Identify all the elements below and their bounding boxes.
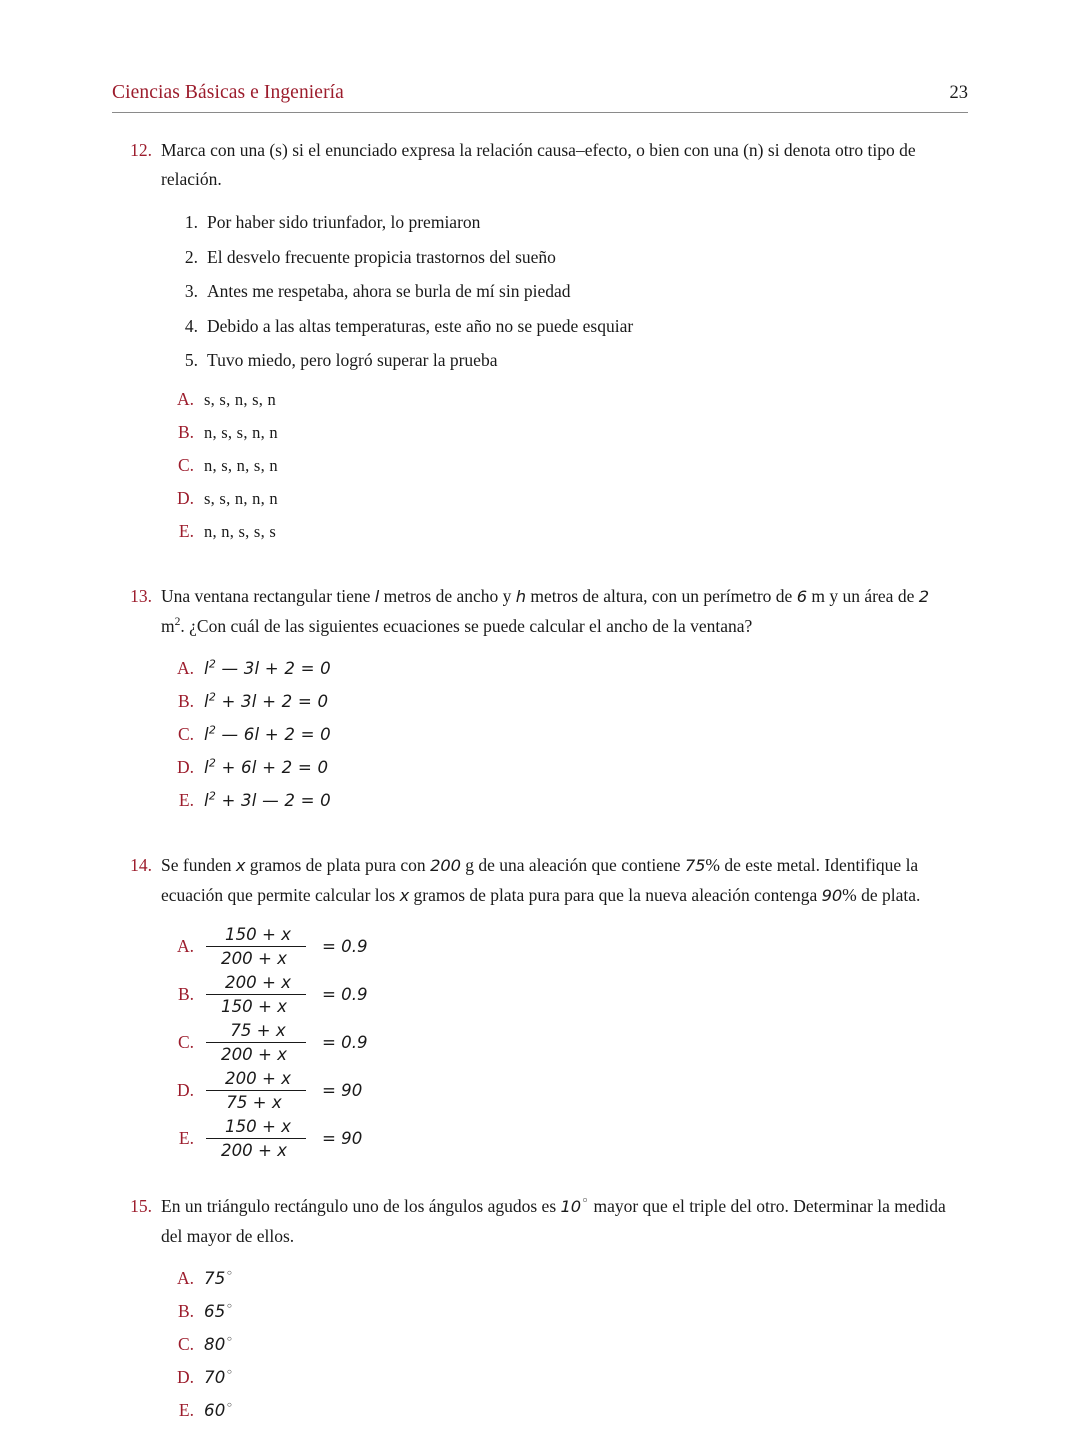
statement-number: 1. <box>184 212 198 232</box>
q13-var-l: l <box>374 587 380 606</box>
option-text: s, s, n, n, n <box>204 489 278 508</box>
option-equation <box>204 689 1080 714</box>
list-item <box>0 313 1080 339</box>
option-e[interactable] <box>0 1116 1080 1161</box>
option-text: n, s, n, s, n <box>204 456 278 475</box>
q14-value-90: 90 <box>821 885 843 905</box>
equation-right-side: = 90 <box>322 1129 363 1148</box>
eq-exponent: 2 <box>208 789 216 803</box>
degree-icon: ◦ <box>225 1299 234 1315</box>
option-letter: D. <box>176 757 194 777</box>
angle-value: 70 <box>204 1368 226 1387</box>
fraction-numerator: 200 + x <box>225 1069 291 1088</box>
option-d[interactable] <box>0 1068 1080 1113</box>
q13-value-area: 2 <box>918 587 929 606</box>
option-letter: A. <box>176 658 194 678</box>
eq-base: l <box>204 725 209 744</box>
fraction <box>204 924 308 969</box>
eq-rest: + 3l — 2 = 0 <box>215 791 331 810</box>
eq-exponent: 2 <box>208 723 216 737</box>
eq-rest: + 3l + 2 = 0 <box>215 692 329 711</box>
q14-part-2: gramos de plata pura con <box>245 855 431 875</box>
angle-value: 60 <box>204 1401 226 1420</box>
option-letter: E. <box>178 1128 194 1148</box>
option-letter: C. <box>177 1334 194 1354</box>
option-b[interactable] <box>0 689 1080 714</box>
eq-base: l <box>204 791 209 810</box>
option-letter: D. <box>176 488 194 508</box>
option-e[interactable] <box>0 788 1080 813</box>
option-letter: B. <box>177 691 194 711</box>
question-13-prompt <box>0 582 1080 640</box>
option-value <box>204 1332 1080 1357</box>
q13-part-2: metros de ancho y <box>379 586 516 606</box>
list-item <box>0 278 1080 304</box>
fraction-numerator: 150 + x <box>225 1117 291 1136</box>
option-equation <box>204 1020 368 1065</box>
option-e[interactable] <box>0 1398 1080 1423</box>
spacer <box>0 1164 1080 1192</box>
eq-rest: — 3l + 2 = 0 <box>215 659 331 678</box>
option-b[interactable] <box>0 972 1080 1017</box>
option-text: s, s, n, s, n <box>204 390 277 409</box>
equation-right-side: = 90 <box>322 1081 363 1100</box>
q13-part-5: m <box>161 615 175 636</box>
spacer <box>0 821 1080 851</box>
option-letter: D. <box>176 1367 194 1387</box>
q14-part-1: Se funden <box>161 855 236 875</box>
option-e[interactable] <box>0 519 1080 544</box>
q14-part-3: g de una aleación que contiene <box>460 855 685 875</box>
question-15-number: 15. <box>130 1196 152 1216</box>
option-equation <box>204 1116 362 1161</box>
eq-exponent: 2 <box>208 690 216 704</box>
q13-part-6: . ¿Con cuál de las siguientes ecuaciones se puede calcular el ancho de la ventana? <box>180 615 753 636</box>
fraction-denominator: 200 + x <box>221 949 287 968</box>
statement-number: 2. <box>184 246 198 267</box>
option-equation <box>204 788 1080 813</box>
question-15-options <box>0 1266 1080 1423</box>
fraction-denominator: 75 + x <box>226 1093 282 1112</box>
q13-part-3: metros de altura, con un perímetro de <box>526 586 797 606</box>
option-letter: A. <box>176 389 194 409</box>
q15-part-2: mayor que el triple del otro. Determinar la medida del mayor de ellos. <box>161 1196 946 1246</box>
statement-number: 5. <box>184 350 198 370</box>
header-divider <box>112 112 968 113</box>
question-14-prompt <box>0 851 1080 910</box>
header-title: Ciencias Básicas e Ingeniería <box>112 82 344 103</box>
question-12-number: 12. <box>130 140 152 160</box>
option-value <box>204 1266 1080 1291</box>
question-13 <box>0 582 1080 813</box>
angle-value: 80 <box>204 1335 226 1354</box>
option-equation <box>204 972 368 1017</box>
q14-var-x-2: x <box>399 885 410 905</box>
running-header <box>112 82 968 116</box>
spacer <box>0 552 1080 582</box>
option-equation <box>204 1068 362 1113</box>
eq-rest: — 6l + 2 = 0 <box>215 725 331 744</box>
page-content <box>0 136 1080 1431</box>
option-a[interactable] <box>0 924 1080 969</box>
list-item <box>0 244 1080 270</box>
q13-value-perimeter: 6 <box>796 587 807 606</box>
option-equation <box>204 924 368 969</box>
option-c[interactable] <box>0 1332 1080 1357</box>
option-d[interactable] <box>0 1365 1080 1390</box>
degree-icon: ◦ <box>225 1365 234 1381</box>
q13-part-4: m y un área de <box>806 586 919 606</box>
statement-number: 3. <box>184 281 198 301</box>
option-d[interactable] <box>0 755 1080 780</box>
angle-value: 65 <box>204 1302 226 1321</box>
fraction-denominator: 200 + x <box>221 1045 287 1064</box>
q14-var-x-1: x <box>235 856 246 875</box>
eq-exponent: 2 <box>208 657 216 671</box>
option-value <box>204 1299 1080 1324</box>
question-13-number: 13. <box>130 586 152 606</box>
option-d[interactable] <box>0 486 1080 511</box>
fraction <box>204 1116 308 1161</box>
question-13-options <box>0 656 1080 813</box>
option-letter: C. <box>177 455 194 475</box>
option-letter: E. <box>178 1400 194 1420</box>
q13-var-h: h <box>515 587 527 606</box>
statement-text: El desvelo frecuente propicia trastornos del sueño <box>207 246 556 267</box>
option-a[interactable] <box>0 1266 1080 1291</box>
q14-part-6: % de plata. <box>842 884 921 905</box>
statement-text: Por haber sido triunfador, lo premiaron <box>207 212 481 232</box>
fraction <box>204 972 308 1017</box>
q15-value-10: 10 <box>560 1197 582 1216</box>
list-item <box>0 209 1080 235</box>
degree-icon: ◦ <box>581 1193 590 1210</box>
fraction <box>204 1020 308 1065</box>
statement-number: 4. <box>184 315 198 336</box>
eq-exponent: 2 <box>208 756 216 770</box>
option-a[interactable] <box>0 656 1080 681</box>
eq-base: l <box>204 692 209 711</box>
q14-part-4: % de este metal. Identifique la ecuación que permite calcular los <box>161 855 919 905</box>
option-letter: E. <box>178 790 194 810</box>
question-12-text: Marca con una (s) si el enunciado expresa la relación causa–efecto, o bien con una (n) si denota otro tipo de relación. <box>161 140 916 189</box>
question-14-options <box>0 924 1080 1161</box>
option-letter: C. <box>177 1032 194 1052</box>
question-14-text <box>161 851 957 910</box>
option-letter: B. <box>177 1301 194 1321</box>
option-text: n, s, s, n, n <box>204 423 278 442</box>
option-letter: D. <box>176 1080 194 1100</box>
option-c[interactable] <box>0 722 1080 747</box>
equation-right-side: = 0.9 <box>322 985 368 1004</box>
option-letter: E. <box>178 521 194 541</box>
option-value <box>204 1365 1080 1390</box>
question-15 <box>0 1192 1080 1423</box>
question-12-options <box>0 387 1080 544</box>
option-letter: C. <box>177 724 194 744</box>
option-equation <box>204 755 1080 780</box>
q14-value-200: 200 <box>430 856 461 875</box>
q14-value-75: 75 <box>684 856 706 875</box>
degree-icon: ◦ <box>225 1332 234 1348</box>
eq-base: l <box>204 659 209 678</box>
option-b[interactable] <box>0 420 1080 445</box>
eq-rest: + 6l + 2 = 0 <box>215 758 329 777</box>
option-c[interactable] <box>0 1020 1080 1065</box>
equation-right-side: = 0.9 <box>322 1033 368 1052</box>
equation-right-side: = 0.9 <box>322 937 368 956</box>
question-14 <box>0 851 1080 1161</box>
option-c[interactable] <box>0 453 1080 478</box>
option-equation <box>204 722 1080 747</box>
option-b[interactable] <box>0 1299 1080 1324</box>
fraction-numerator: 150 + x <box>225 925 291 944</box>
list-item <box>0 347 1080 373</box>
question-13-text <box>161 582 957 640</box>
page-number: 23 <box>949 83 968 103</box>
degree-icon: ◦ <box>225 1398 234 1414</box>
fraction-numerator: 75 + x <box>230 1021 286 1040</box>
option-letter: A. <box>176 936 194 956</box>
option-letter: B. <box>177 422 194 442</box>
angle-value: 75 <box>204 1269 226 1288</box>
option-letter: B. <box>177 984 194 1004</box>
fraction <box>204 1068 308 1113</box>
question-12 <box>0 136 1080 544</box>
statement-text: Debido a las altas temperaturas, este año no se puede esquiar <box>207 315 634 336</box>
q13-part-1: Una ventana rectangular tiene <box>161 586 375 606</box>
question-12-prompt <box>0 136 1080 193</box>
question-15-text <box>161 1192 957 1250</box>
option-value <box>204 1398 1080 1423</box>
fraction-denominator: 200 + x <box>221 1141 287 1160</box>
question-12-statement-list <box>0 209 1080 373</box>
option-letter: A. <box>176 1268 194 1288</box>
option-equation <box>204 656 1080 681</box>
fraction-numerator: 200 + x <box>225 973 291 992</box>
question-14-number: 14. <box>130 855 152 875</box>
eq-base: l <box>204 758 209 777</box>
question-15-prompt <box>0 1192 1080 1250</box>
degree-icon: ◦ <box>225 1266 234 1282</box>
q13-unit-exponent: 2 <box>174 615 181 628</box>
q14-part-5: gramos de plata pura para que la nueva aleación contenga <box>409 884 822 905</box>
statement-text: Tuvo miedo, pero logró superar la prueba <box>207 350 498 370</box>
fraction-denominator: 150 + x <box>221 997 287 1016</box>
option-text: n, n, s, s, s <box>204 522 277 541</box>
q15-part-1: En un triángulo rectángulo uno de los ángulos agudos es <box>161 1196 561 1216</box>
option-a[interactable] <box>0 387 1080 412</box>
statement-text: Antes me respetaba, ahora se burla de mí sin piedad <box>207 281 571 301</box>
